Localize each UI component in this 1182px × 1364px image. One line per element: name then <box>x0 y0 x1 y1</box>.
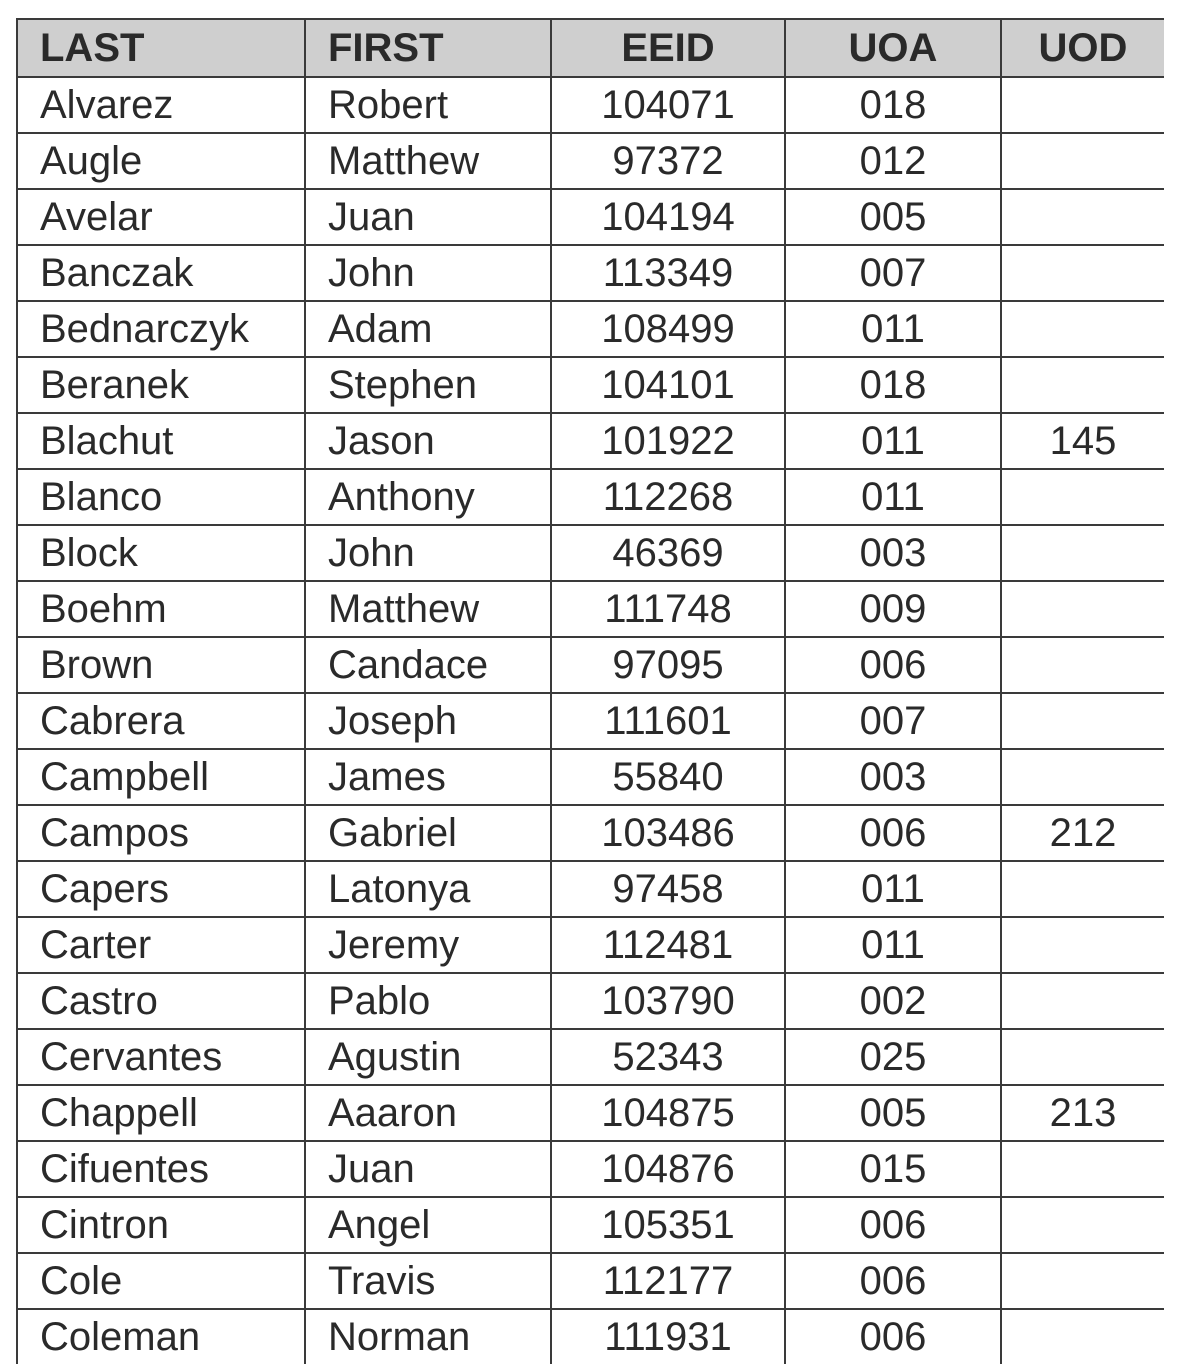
cell-last: Cervantes <box>17 1029 305 1085</box>
table-row <box>17 749 1164 805</box>
cell-uoa: 012 <box>785 133 1001 189</box>
cell-uoa: 018 <box>785 357 1001 413</box>
cell-last: Brown <box>17 637 305 693</box>
cell-first: Robert <box>305 77 551 133</box>
table-body <box>17 77 1164 1364</box>
cell-last: Castro <box>17 973 305 1029</box>
header-row <box>17 19 1164 77</box>
cell-uod <box>1001 917 1164 973</box>
cell-last: Boehm <box>17 581 305 637</box>
cell-eeid: 111748 <box>551 581 785 637</box>
table-row <box>17 189 1164 245</box>
cell-uod <box>1001 1141 1164 1197</box>
cell-first: Anthony <box>305 469 551 525</box>
cell-eeid: 97095 <box>551 637 785 693</box>
table-row <box>17 861 1164 917</box>
cell-uoa: 003 <box>785 525 1001 581</box>
cell-last: Cabrera <box>17 693 305 749</box>
table-row <box>17 245 1164 301</box>
table-row <box>17 581 1164 637</box>
cell-uod <box>1001 637 1164 693</box>
cell-last: Block <box>17 525 305 581</box>
cell-eeid: 113349 <box>551 245 785 301</box>
cell-first: Matthew <box>305 581 551 637</box>
cell-eeid: 104071 <box>551 77 785 133</box>
table-row <box>17 1197 1164 1253</box>
cell-last: Coleman <box>17 1309 305 1364</box>
cell-uoa: 007 <box>785 693 1001 749</box>
cell-uod <box>1001 357 1164 413</box>
cell-uod: 145 <box>1001 413 1164 469</box>
roster-sheet <box>16 18 1164 1364</box>
cell-first: Aaaron <box>305 1085 551 1141</box>
table-row <box>17 693 1164 749</box>
table-row <box>17 77 1164 133</box>
cell-eeid: 112177 <box>551 1253 785 1309</box>
cell-uoa: 005 <box>785 189 1001 245</box>
cell-uod <box>1001 581 1164 637</box>
cell-eeid: 104101 <box>551 357 785 413</box>
cell-uoa: 011 <box>785 917 1001 973</box>
cell-first: James <box>305 749 551 805</box>
cell-eeid: 104875 <box>551 1085 785 1141</box>
cell-uod <box>1001 301 1164 357</box>
table-row <box>17 133 1164 189</box>
cell-eeid: 97372 <box>551 133 785 189</box>
cell-first: Juan <box>305 189 551 245</box>
cell-uoa: 006 <box>785 1309 1001 1364</box>
cell-uod <box>1001 1197 1164 1253</box>
cell-uoa: 002 <box>785 973 1001 1029</box>
employee-table <box>16 18 1164 1364</box>
cell-uoa: 011 <box>785 469 1001 525</box>
cell-eeid: 108499 <box>551 301 785 357</box>
cell-first: Matthew <box>305 133 551 189</box>
cell-uod <box>1001 189 1164 245</box>
cell-first: Adam <box>305 301 551 357</box>
table-row <box>17 301 1164 357</box>
cell-first: Candace <box>305 637 551 693</box>
cell-last: Cole <box>17 1253 305 1309</box>
cell-last: Augle <box>17 133 305 189</box>
cell-uoa: 011 <box>785 861 1001 917</box>
cell-uod <box>1001 525 1164 581</box>
cell-uoa: 011 <box>785 413 1001 469</box>
cell-eeid: 104876 <box>551 1141 785 1197</box>
cell-uod <box>1001 133 1164 189</box>
cell-uoa: 006 <box>785 637 1001 693</box>
cell-last: Carter <box>17 917 305 973</box>
cell-uod <box>1001 77 1164 133</box>
cell-last: Banczak <box>17 245 305 301</box>
cell-uod <box>1001 693 1164 749</box>
cell-uoa: 015 <box>785 1141 1001 1197</box>
header-eeid: EEID <box>551 19 785 77</box>
cell-uod <box>1001 749 1164 805</box>
cell-last: Campbell <box>17 749 305 805</box>
cell-last: Beranek <box>17 357 305 413</box>
cell-first: Jason <box>305 413 551 469</box>
cell-last: Bednarczyk <box>17 301 305 357</box>
cell-uod <box>1001 1309 1164 1364</box>
cell-eeid: 105351 <box>551 1197 785 1253</box>
table-row <box>17 469 1164 525</box>
cell-last: Avelar <box>17 189 305 245</box>
table-row <box>17 637 1164 693</box>
cell-uod <box>1001 1029 1164 1085</box>
cell-eeid: 101922 <box>551 413 785 469</box>
cell-first: John <box>305 525 551 581</box>
cell-last: Cintron <box>17 1197 305 1253</box>
cell-last: Alvarez <box>17 77 305 133</box>
cell-eeid: 111601 <box>551 693 785 749</box>
cell-eeid: 52343 <box>551 1029 785 1085</box>
cell-first: Juan <box>305 1141 551 1197</box>
cell-first: Travis <box>305 1253 551 1309</box>
cell-first: Stephen <box>305 357 551 413</box>
header-first: FIRST <box>305 19 551 77</box>
cell-first: Joseph <box>305 693 551 749</box>
cell-uoa: 003 <box>785 749 1001 805</box>
table-row <box>17 973 1164 1029</box>
cell-uod <box>1001 245 1164 301</box>
cell-first: Pablo <box>305 973 551 1029</box>
cell-uoa: 005 <box>785 1085 1001 1141</box>
cell-last: Blachut <box>17 413 305 469</box>
table-row <box>17 357 1164 413</box>
cell-last: Campos <box>17 805 305 861</box>
table-row <box>17 1029 1164 1085</box>
header-last: LAST <box>17 19 305 77</box>
cell-last: Capers <box>17 861 305 917</box>
cell-uod <box>1001 861 1164 917</box>
cell-uoa: 018 <box>785 77 1001 133</box>
cell-last: Chappell <box>17 1085 305 1141</box>
header-uod: UOD <box>1001 19 1164 77</box>
table-row <box>17 1085 1164 1141</box>
cell-first: John <box>305 245 551 301</box>
cell-uoa: 025 <box>785 1029 1001 1085</box>
header-uoa: UOA <box>785 19 1001 77</box>
table-row <box>17 1253 1164 1309</box>
cell-uoa: 006 <box>785 805 1001 861</box>
cell-last: Cifuentes <box>17 1141 305 1197</box>
cell-eeid: 112268 <box>551 469 785 525</box>
cell-uod: 212 <box>1001 805 1164 861</box>
table-row <box>17 1141 1164 1197</box>
cell-eeid: 103790 <box>551 973 785 1029</box>
cell-eeid: 104194 <box>551 189 785 245</box>
cell-eeid: 97458 <box>551 861 785 917</box>
cell-first: Latonya <box>305 861 551 917</box>
cell-eeid: 46369 <box>551 525 785 581</box>
cell-uoa: 006 <box>785 1197 1001 1253</box>
cell-uoa: 011 <box>785 301 1001 357</box>
table-row <box>17 917 1164 973</box>
cell-uod <box>1001 1253 1164 1309</box>
cell-eeid: 55840 <box>551 749 785 805</box>
cell-first: Agustin <box>305 1029 551 1085</box>
cell-eeid: 103486 <box>551 805 785 861</box>
table-row <box>17 525 1164 581</box>
cell-uod <box>1001 469 1164 525</box>
cell-uod <box>1001 973 1164 1029</box>
cell-first: Gabriel <box>305 805 551 861</box>
cell-first: Norman <box>305 1309 551 1364</box>
table-row <box>17 805 1164 861</box>
cell-first: Jeremy <box>305 917 551 973</box>
table-row <box>17 413 1164 469</box>
cell-first: Angel <box>305 1197 551 1253</box>
cell-uoa: 006 <box>785 1253 1001 1309</box>
cell-eeid: 112481 <box>551 917 785 973</box>
cell-last: Blanco <box>17 469 305 525</box>
table-row <box>17 1309 1164 1364</box>
cell-uod: 213 <box>1001 1085 1164 1141</box>
cell-uoa: 007 <box>785 245 1001 301</box>
cell-uoa: 009 <box>785 581 1001 637</box>
cell-eeid: 111931 <box>551 1309 785 1364</box>
